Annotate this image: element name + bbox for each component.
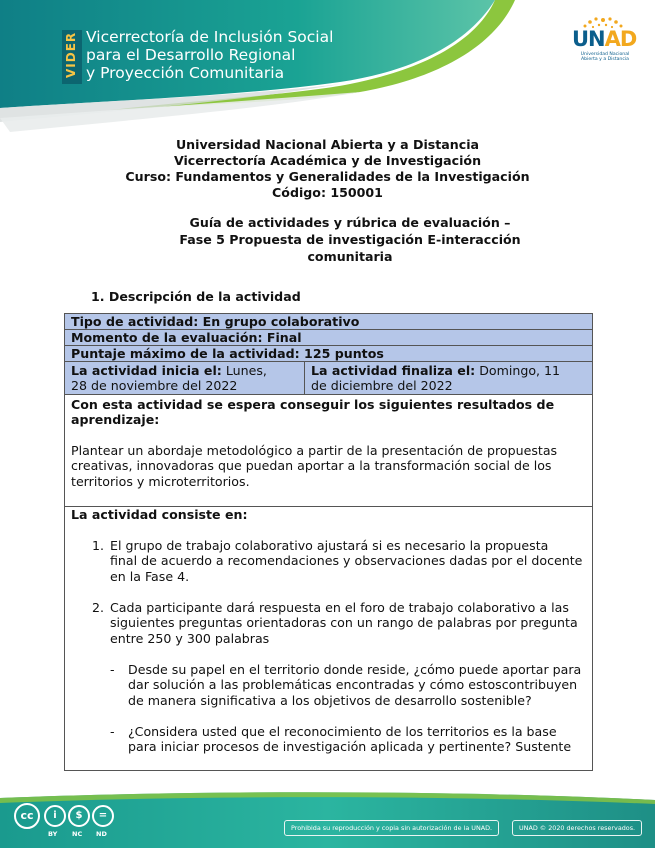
sub-item-1: Desde su papel en el territorio donde reside, ¿cómo puede aportar para dar solución a las problemáticas encontradas y cómo estoscontribuyen de manera significativa a los objetivos de desarrollo sostenible?	[128, 662, 582, 708]
nc-label: NC	[72, 830, 83, 838]
start-date-cell: La actividad inicia el: Lunes, 28 de noviembre del 2022	[65, 362, 305, 394]
end-date-cell: La actividad finaliza el: Domingo, 11 de diciembre del 2022	[311, 363, 561, 393]
university-name: Universidad Nacional Abierta y a Distancia	[175, 137, 480, 152]
cc-icon: cc	[14, 803, 40, 829]
results-text: Plantear un abordaje metodológico a partir de la presentación de propuestas creativas, innovadoras que puedan aportar a la transformación social de los territorios y microterritorios.	[71, 443, 558, 489]
equals-icon: =	[92, 805, 114, 827]
sub-item-2: ¿Considera usted que el reconocimiento de los territorios es la base para iniciar procesos de investigación aplicada y pertinente? Sustente	[128, 724, 572, 755]
rights-reserved-notice: UNAD © 2020 derechos reservados.	[512, 820, 642, 836]
list-item-2: Cada participante dará respuesta en el foro de trabajo colaborativo a las siguientes preguntas orientadoras con un rango de palabras por pregunta entre 250 y 300 palabras	[110, 600, 578, 646]
vicerrectoria-name: Vicerrectoría Académica y de Investigación	[173, 153, 482, 168]
results-heading: Con esta actividad se espera conseguir los siguientes resultados de aprendizaje:	[71, 397, 555, 428]
document-title	[0, 137, 655, 201]
banner-line-1: Vicerrectoría de Inclusión Social	[86, 28, 334, 46]
sub-item-2-dash: -	[110, 724, 115, 739]
banner-line-3: y Proyección Comunitaria	[86, 64, 285, 82]
by-label: BY	[48, 830, 58, 838]
vider-label: VIDER	[64, 31, 78, 78]
sub-item-1-dash: -	[110, 662, 115, 677]
banner-line-2: para el Desarrollo Regional	[86, 46, 296, 64]
copyright-notice: Prohibida su reproducción y copia sin autorización de la UNAD.	[284, 820, 499, 836]
activity-table	[64, 313, 593, 771]
list-number-2: 2.	[92, 600, 105, 615]
no-dollar-icon: $	[68, 805, 90, 827]
max-score-row: Puntaje máximo de la actividad: 125 puntos	[65, 346, 592, 362]
banner-title	[86, 28, 333, 82]
list-item-1: El grupo de trabajo colaborativo ajustará si es necesario la propuesta final de acuerdo a recomendaciones y observaciones dadas por el docente en la Fase 4.	[110, 538, 583, 584]
activity-type-row: Tipo de actividad: En grupo colaborativo	[65, 314, 592, 330]
consists-heading: La actividad consiste en:	[71, 507, 248, 522]
section-heading: 1. Descripción de la actividad	[91, 289, 301, 304]
unad-logo-subtitle: Universidad Nacional Abierta y a Distancia	[580, 52, 630, 62]
course-code: Código: 150001	[272, 185, 383, 200]
dates-row	[65, 362, 592, 395]
evaluation-moment-row: Momento de la evaluación: Final	[65, 330, 592, 346]
course-name: Curso: Fundamentos y Generalidades de la Investigación	[125, 169, 530, 184]
nd-label: ND	[96, 830, 107, 838]
learning-results-row	[65, 395, 592, 507]
list-number-1: 1.	[92, 538, 105, 553]
person-icon: i	[44, 805, 66, 827]
guide-title: Guía de actividades y rúbrica de evaluación – Fase 5 Propuesta de investigación E-interacción comunitaria	[179, 215, 521, 264]
unad-logo-text: UNAD	[572, 27, 637, 51]
activity-consists-row	[65, 507, 592, 770]
